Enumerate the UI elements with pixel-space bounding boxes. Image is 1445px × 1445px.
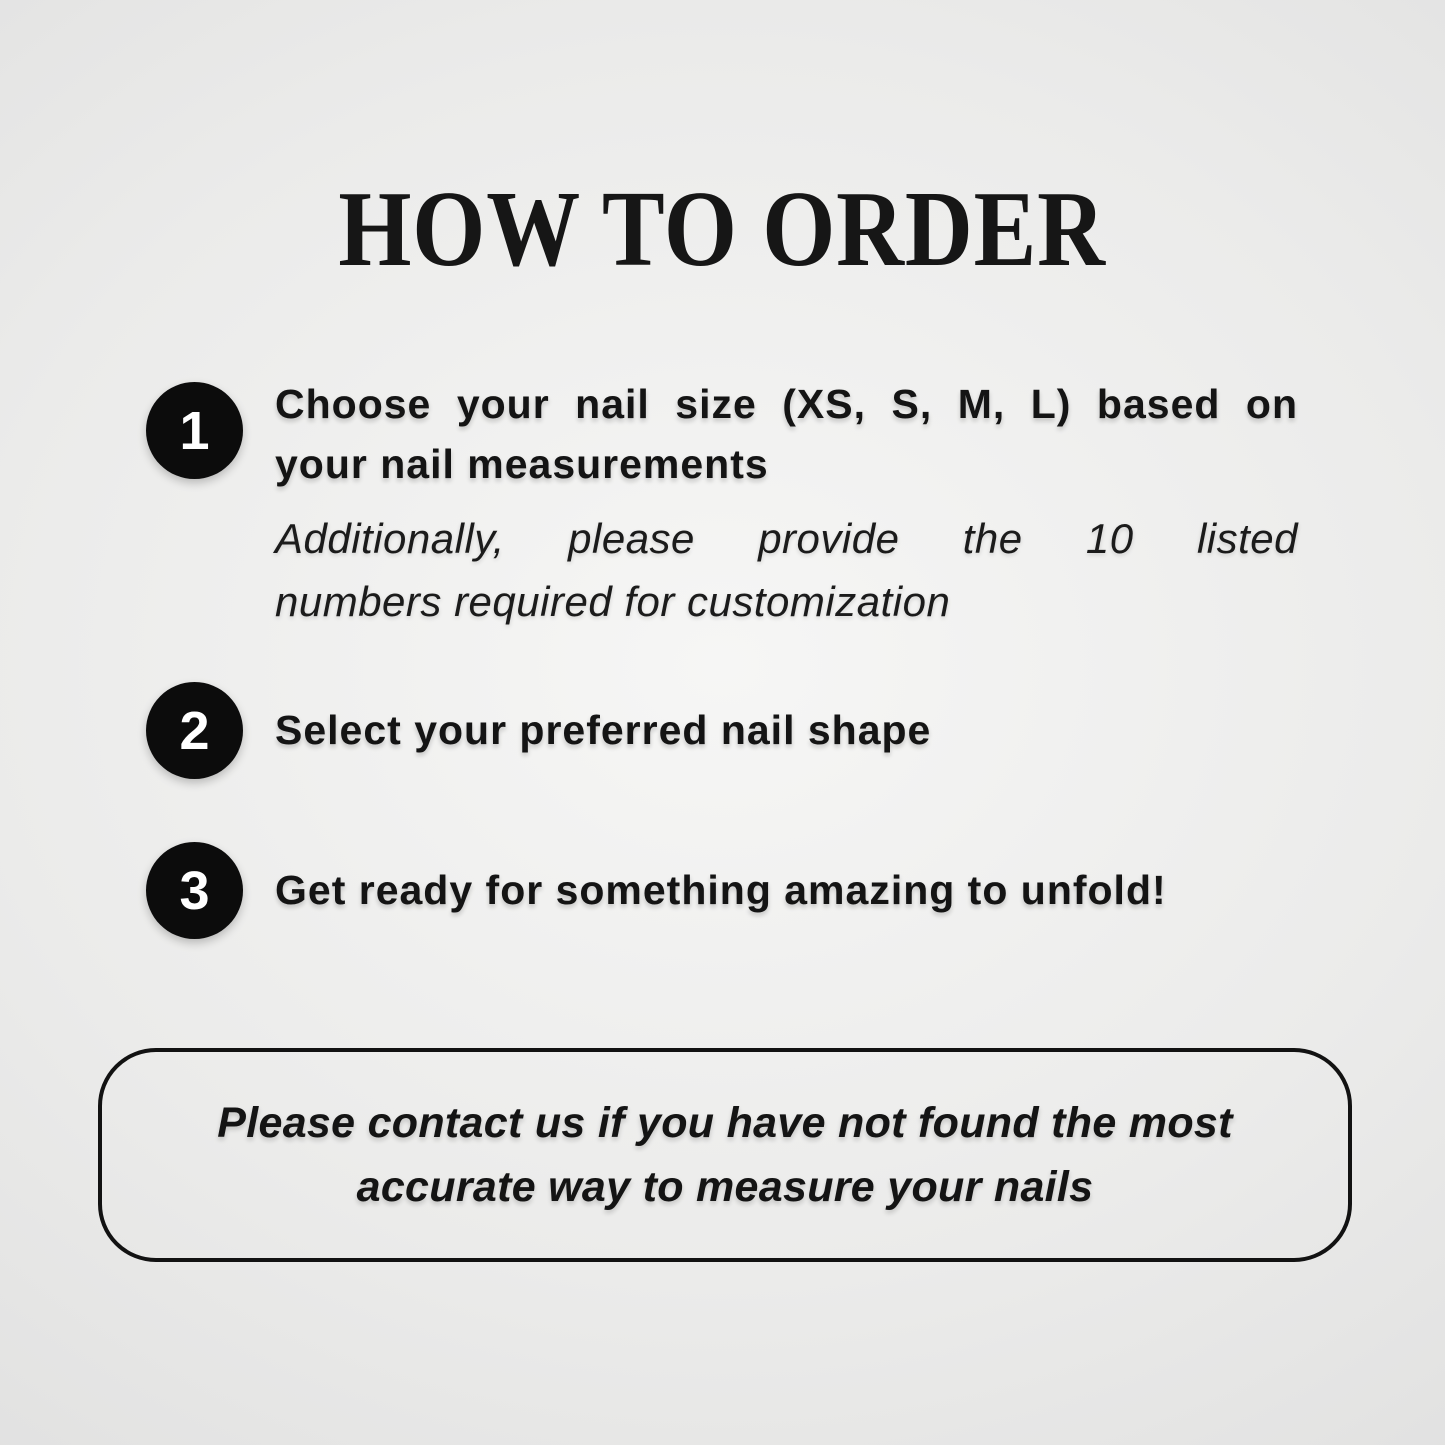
contact-note-box bbox=[98, 1048, 1352, 1262]
step-1-number: 1 bbox=[179, 400, 210, 461]
step-1-text bbox=[275, 374, 1298, 494]
step-1-number-badge bbox=[146, 382, 243, 479]
step-2-number-badge bbox=[146, 682, 243, 779]
page-title-text: HOW TO ORDER bbox=[338, 170, 1107, 289]
step-1-text-line-2: your nail measurements bbox=[275, 441, 769, 487]
contact-note-line-2: accurate way to measure your nails bbox=[356, 1163, 1094, 1211]
step-item-3 bbox=[146, 842, 1298, 939]
step-3-number: 3 bbox=[179, 860, 210, 921]
step-3-number-badge bbox=[146, 842, 243, 939]
step-item-2 bbox=[146, 682, 1298, 779]
step-2-text-line-1: Select your preferred nail shape bbox=[275, 707, 932, 753]
step-1-text-line-1: Choose your nail size (XS, S, M, L) based on bbox=[275, 381, 1298, 427]
step-2-number: 2 bbox=[179, 700, 210, 761]
contact-note-line-1: Please contact us if you have not found the most bbox=[217, 1099, 1233, 1147]
step-item-1 bbox=[146, 374, 1298, 494]
step-1-note-line-2: numbers required for customization bbox=[275, 578, 951, 625]
step-3-text bbox=[275, 867, 1298, 913]
step-2-text bbox=[275, 707, 1298, 753]
page-title bbox=[0, 170, 1445, 289]
step-3-text-line-1: Get ready for something amazing to unfold! bbox=[275, 867, 1167, 913]
step-1-note bbox=[275, 507, 1298, 633]
step-1-note-line-1: Additionally, please provide the 10 listed bbox=[275, 515, 1298, 562]
